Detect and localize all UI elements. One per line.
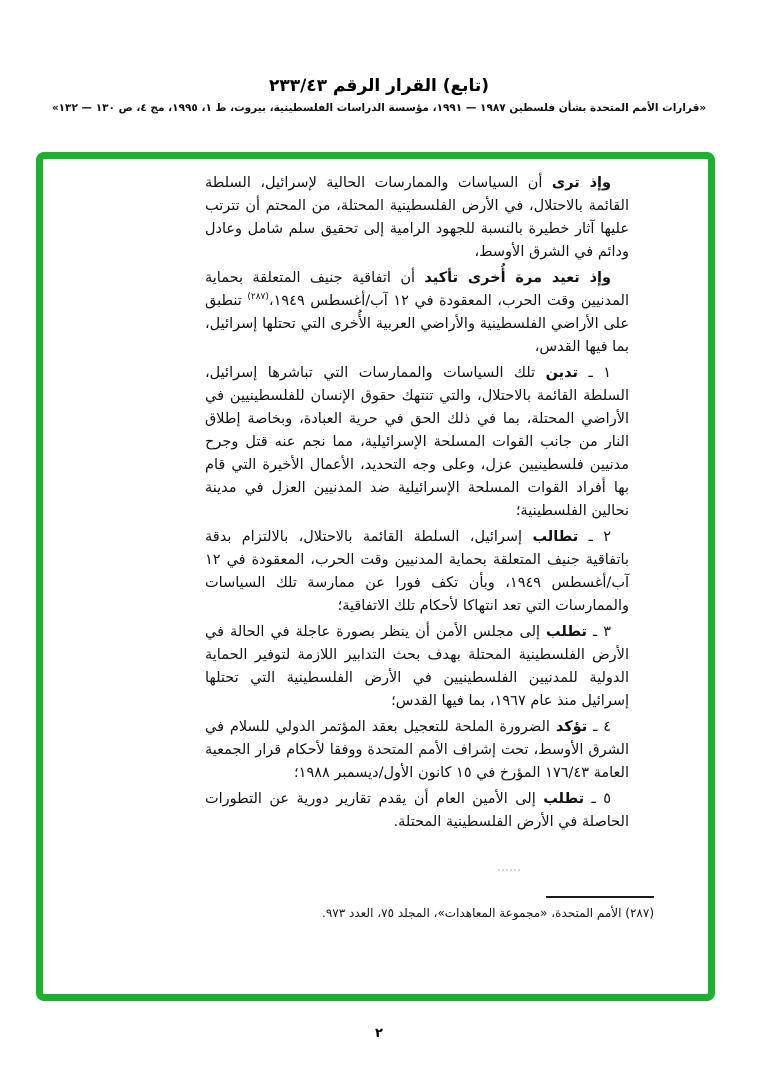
paragraph-text: إلى مجلس الأمن أن ينظر بصورة عاجلة في الحالة في الأرض الفلسطينية المحتلة بهدف بحث التدابير اللازمة لتوفير الحماية الدولية للمدنيين الفلسطينيين في الأرض الفلسطينية التي تحتلها إسرائيل منذ عام ١٩٦٧، بما فيها القدس؛ [205,624,629,709]
operative-paragraph-1 [205,362,629,523]
paragraph-text: أن اتفاقية جنيف المتعلقة بحماية المدنيين وقت الحرب، المعقودة في ١٢ آب/أغسطس ١٩٤٩، [205,270,629,309]
footnote-ref: (٢٨٧) [247,292,269,303]
paragraph-number: ١ ـ [577,365,612,381]
paragraph-lead: تطالب [532,529,579,545]
paragraph-number: ٣ ـ [586,624,611,640]
paragraph-text: أن السياسات والممارسات الحالية لإسرائيل، السلطة القائمة بالاحتلال، في الأرض الفلسطينية المحتلة، من المحتم أن تترتب عليها آثار خطيرة بالنسبة للجهود الرامية إلى تحقيق سلم شامل وعادل ودائم في الشرق الأوسط، [205,175,629,260]
paragraph-number: ٤ ـ [587,719,611,735]
preamble-paragraph-1 [205,172,629,264]
paragraph-text: تلك السياسات والممارسات التي تباشرها إسرائيل، السلطة القائمة بالاحتلال، والتي تنتهك حقوق الإنسان للفلسطينيين في الأراضي المحتلة، بما في ذلك الحق في حرية العبادة، وبخاصة إطلاق النار من جانب القوات المسلحة الإسرائيلية، مما نجم عنه قتل وجرح مدنيين فلسطينيين عزل، وعلى وجه التحديد، الأعمال الأخيرة التي قام بها أفراد القوات المسلحة الإسرائيلية ضد المدنيين العزل في مدينة نحالين الفلسطينية؛ [205,365,629,519]
paragraph-lead: تؤكد [555,719,588,735]
paragraph-number: ٥ ـ [584,791,611,807]
paragraph-lead: وإذ تعيد مرة أُخرى تأكيد [424,270,611,286]
paragraph-text: تنطبق على الأراضي الفلسطينية والأراضي العربية الأُخرى التي تحتلها إسرائيل، بما فيها القدس، [205,293,629,355]
paragraph-lead: تطلب [543,791,585,807]
operative-paragraph-2 [205,526,629,618]
print-artifact [498,869,520,878]
paragraph-lead: وإذ ترى [551,175,611,191]
footnote-text: (٢٨٧) الأمم المتحدة، «مجموعة المعاهدات»، المجلد ٧٥، العدد ٩٧٣. [322,906,654,920]
resolution-text [205,172,629,837]
preamble-paragraph-2 [205,267,629,359]
paragraph-text: إلى الأمين العام أن يقدم تقارير دورية عن التطورات الحاصلة في الأرض الفلسطينية المحتلة. [205,791,629,830]
paragraph-number: ٢ ـ [578,529,611,545]
paragraph-text: الضرورة الملحة للتعجيل بعقد المؤتمر الدولي للسلام في الشرق الأوسط، تحت إشراف الأمم المتحدة ووفقا لأحكام قرار الجمعية العامة ١٧٦/٤٣ المؤرخ في ١٥ كانون الأول/ديسمبر ١٩٨٨؛ [205,719,629,781]
paragraph-lead: تطلب [546,624,587,640]
page-title: (تابع) القرار الرقم ٢٣٣/٤٣ [268,76,490,96]
operative-paragraph-4 [205,716,629,785]
paragraph-lead: تدين [545,365,578,381]
paragraph-text: إسرائيل، السلطة القائمة بالاحتلال، بالالتزام بدقة باتفاقية جنيف المتعلقة بحماية المدنيين وقت الحرب، المعقودة في ١٢ آب/أغسطس ١٩٤٩، وبأن تكف فورا عن ممارسة تلك السياسات والممارسات التي تعد انتهاكا لأحكام تلك الاتفاقية؛ [205,529,629,614]
source-citation: «قرارات الأمم المتحدة بشأن فلسطين ١٩٨٧ — ١٩٩١، مؤسسة الدراسات الفلسطينية، بيروت، ط ١، ١٩٩٥، مج ٤، ص ١٣٠ — ١٣٢» [51,102,707,114]
operative-paragraph-3 [205,621,629,713]
footnote-separator [546,896,654,898]
operative-paragraph-5 [205,788,629,834]
page-number: ٢ [375,1026,383,1041]
